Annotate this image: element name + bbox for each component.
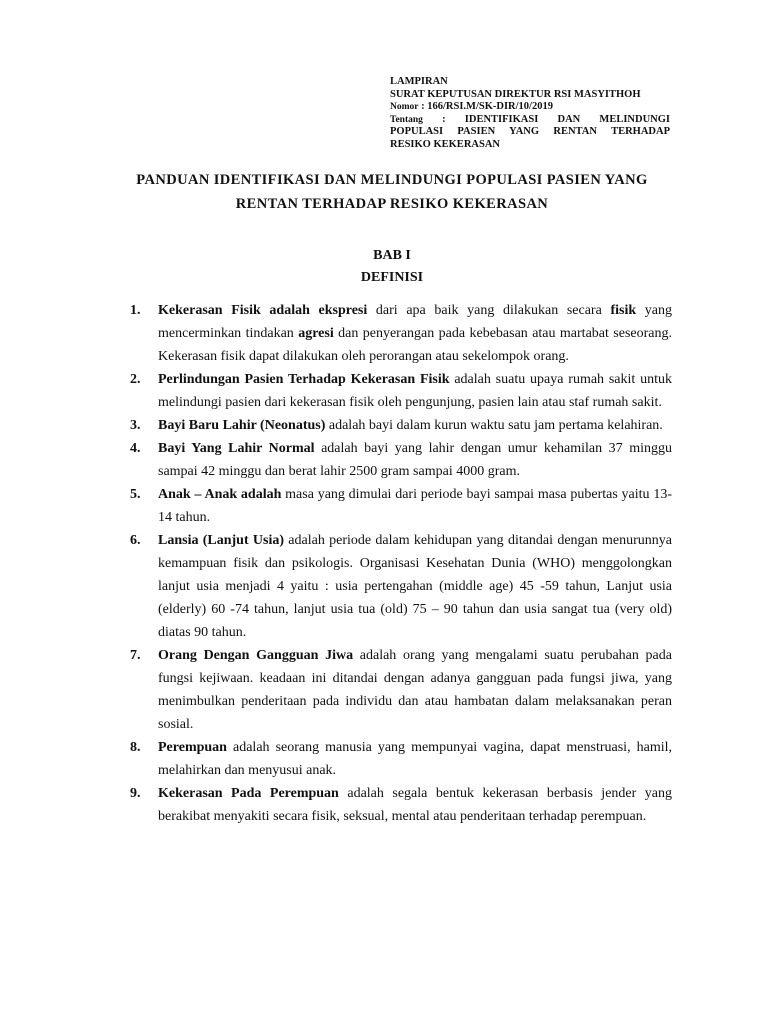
item-number: 2. bbox=[130, 372, 141, 387]
definition-text: dari apa baik yang dilakukan secara bbox=[367, 303, 611, 318]
definition-item bbox=[130, 299, 672, 368]
appendix-header bbox=[390, 76, 670, 151]
bold-term: Bayi Baru Lahir (Neonatus) bbox=[158, 418, 326, 433]
definition-text: adalah orang yang mengalami suatu perubahan pada fungsi kejiwaan. keadaan ini ditandai dengan adanya gangguan pada fungsi jiwa, yang menimbulkan penderitaan pada individu dan atau hambatan dalam melaksanakan peran sosial. bbox=[158, 648, 672, 732]
item-number: 6. bbox=[130, 533, 141, 548]
item-number: 8. bbox=[130, 740, 141, 755]
bold-term: Kekerasan Pada Perempuan bbox=[158, 786, 339, 801]
title-line-2: RENTAN TERHADAP RESIKO KEKERASAN bbox=[235, 196, 549, 212]
item-number: 5. bbox=[130, 487, 141, 502]
bold-term: Orang Dengan Gangguan Jiwa bbox=[158, 648, 354, 663]
tentang-label: Tentang bbox=[390, 114, 423, 125]
chapter-heading bbox=[100, 245, 684, 289]
definition-text: masa yang dimulai dari periode bayi sampai masa pubertas yaitu 13-14 tahun. bbox=[158, 487, 672, 525]
definition-item bbox=[130, 736, 672, 782]
definition-item bbox=[130, 437, 672, 483]
bold-term: Anak – Anak adalah bbox=[158, 487, 282, 502]
bold-term: Perempuan bbox=[158, 740, 227, 755]
definition-text: adalah segala bentuk kekerasan berbasis jender yang berakibat menyakiti secara fisik, seksual, mental atau penderitaan terhadap perempuan. bbox=[158, 786, 672, 824]
bold-term: agresi bbox=[298, 326, 334, 341]
chapter-number: BAB I bbox=[373, 248, 411, 263]
bold-term: Kekerasan Fisik adalah ekspresi bbox=[158, 303, 368, 318]
appendix-label: LAMPIRAN bbox=[390, 76, 448, 87]
bold-term: fisik bbox=[610, 303, 637, 318]
item-number: 7. bbox=[130, 648, 141, 663]
title-line-1: PANDUAN IDENTIFIKASI DAN MELINDUNGI POPULASI PASIEN YANG bbox=[136, 172, 648, 188]
decree-subject-line1 bbox=[390, 114, 670, 127]
document-title bbox=[100, 168, 684, 216]
definition-item bbox=[130, 483, 672, 529]
bold-term: Bayi Yang Lahir Normal bbox=[158, 441, 315, 456]
decree-title: SURAT KEPUTUSAN DIREKTUR RSI MASYITHOH bbox=[390, 88, 641, 100]
definition-text: adalah bayi dalam kurun waktu satu jam pertama kelahiran. bbox=[325, 418, 663, 433]
definition-text: dan penyerangan pada kebebasan atau martabat seseorang. Kekerasan fisik dapat dilakukan oleh perorangan atau sekelompok orang. bbox=[158, 326, 672, 364]
decree-number bbox=[390, 101, 670, 114]
tentang-value-1: : IDENTIFIKASI DAN MELINDUNGI bbox=[442, 113, 671, 125]
definition-text: adalah bayi yang lahir dengan umur kehamilan 37 minggu sampai 42 minggu dan berat lahir 2500 gram sampai 4000 gram. bbox=[158, 441, 673, 479]
chapter-name: DEFINISI bbox=[360, 270, 424, 285]
definition-text: adalah periode dalam kehidupan yang ditandai dengan menurunnya kemampuan fisik dan psikologis. Organisasi Kesehatan Dunia (WHO) menggolongkan lanjut usia menjadi 4 yaitu : usia pertengahan (middle age) 45 -59 tahun, Lanjut usia (elderly) 60 -74 tahun, lanjut usia tua (old) 75 – 90 tahun dan usia sangat tua (very old) diatas 90 tahun. bbox=[158, 533, 672, 640]
item-number: 1. bbox=[130, 303, 141, 318]
nomor-value: : 166/RSI.M/SK-DIR/10/2019 bbox=[421, 101, 553, 112]
decree-subject-line3: RESIKO KEKERASAN bbox=[390, 138, 500, 150]
nomor-label: Nomor bbox=[390, 102, 419, 112]
definition-item bbox=[130, 414, 672, 437]
definition-text: adalah suatu upaya rumah sakit untuk melindungi pasien dari kekerasan fisik oleh pengunjung, pasien lain atau staf rumah sakit. bbox=[158, 372, 672, 410]
definition-text: adalah seorang manusia yang mempunyai vagina, dapat menstruasi, hamil, melahirkan dan menyusui anak. bbox=[158, 740, 672, 778]
definition-item bbox=[130, 529, 672, 644]
item-number: 4. bbox=[130, 441, 141, 456]
definition-item bbox=[130, 368, 672, 414]
definition-item bbox=[130, 644, 672, 736]
decree-subject-line2: POPULASI PASIEN YANG RENTAN TERHADAP bbox=[390, 126, 670, 137]
item-number: 3. bbox=[130, 418, 141, 433]
item-number: 9. bbox=[130, 786, 141, 801]
definitions-list bbox=[130, 299, 672, 828]
bold-term: Lansia (Lanjut Usia) bbox=[158, 533, 285, 548]
definition-item bbox=[130, 782, 672, 828]
definition-text: yang mencerminkan tindakan bbox=[158, 303, 673, 341]
bold-term: Perlindungan Pasien Terhadap Kekerasan Fisik bbox=[158, 372, 450, 387]
